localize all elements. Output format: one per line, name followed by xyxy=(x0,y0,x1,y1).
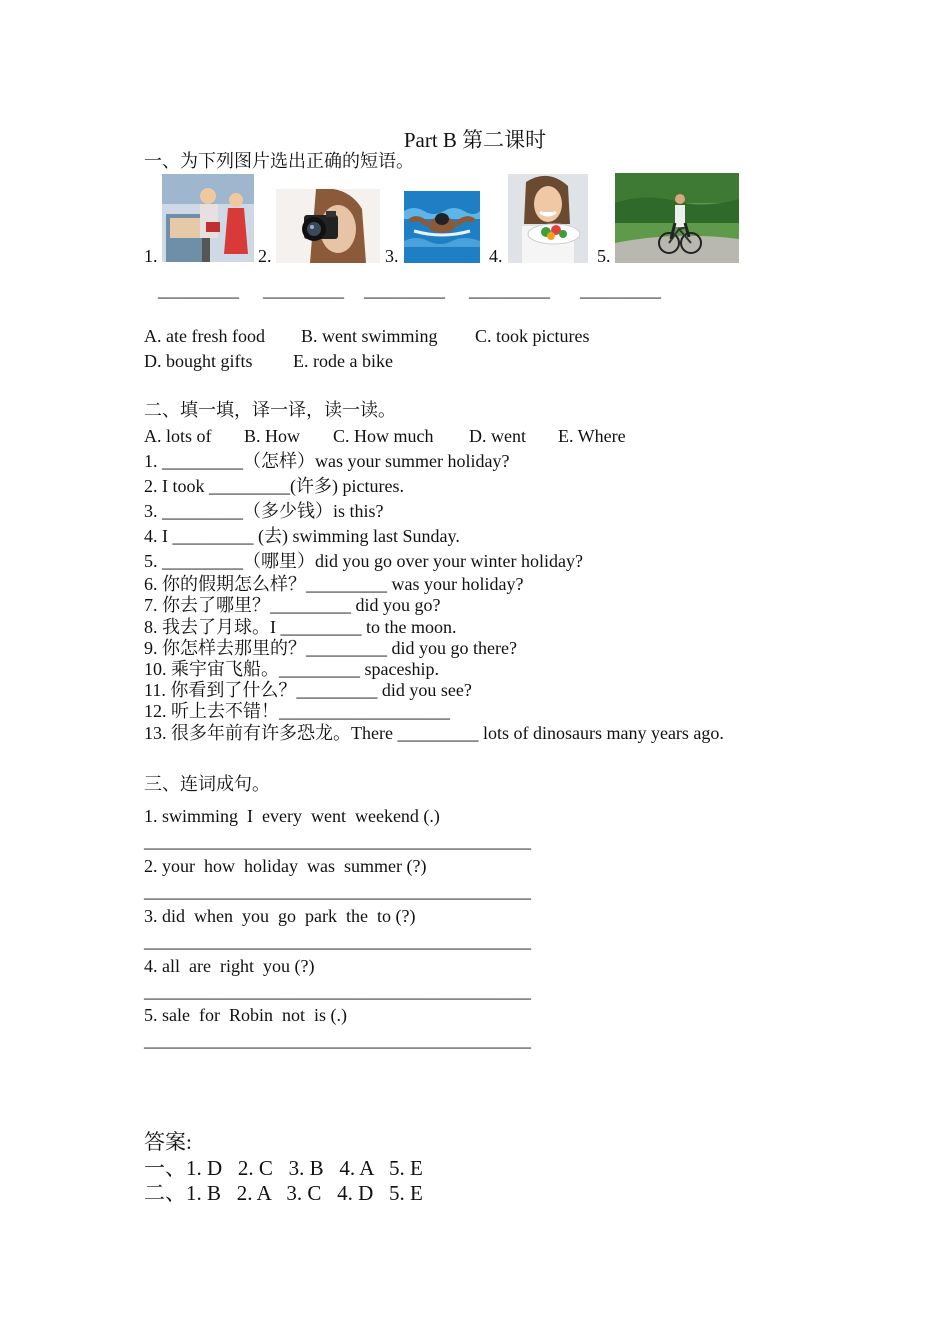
image-number-1: 1. xyxy=(144,246,158,266)
s3-item-2: 2. your how holiday was summer (?) xyxy=(144,856,427,876)
s2-item-12: 12. 听上去不错！___________________ xyxy=(144,701,450,721)
s3-answer-line-4[interactable]: ___________________________________________ xyxy=(144,981,531,1001)
option-b: B. went swimming xyxy=(301,326,438,346)
s2-option-d: D. went xyxy=(469,426,526,446)
food-image xyxy=(508,174,588,263)
s2-item-7: 7. 你去了哪里？_________ did you go? xyxy=(144,595,441,615)
s2-item-13: 13. 很多年前有许多恐龙。There _________ lots of dinosaurs many years ago. xyxy=(144,723,724,743)
section1-options-row2 xyxy=(144,350,393,372)
s2-item-4: 4. I _________ (去) swimming last Sunday. xyxy=(144,526,460,546)
image-number-2: 2. xyxy=(258,246,272,266)
s3-item-1: 1. swimming I every went weekend (.) xyxy=(144,806,440,826)
section1-heading: 一、为下列图片选出正确的短语。 xyxy=(144,151,414,171)
answer-blank-2[interactable]: _________ xyxy=(263,280,344,300)
image-number-5: 5. xyxy=(597,246,611,266)
s3-item-4: 4. all are right you (?) xyxy=(144,956,315,976)
s2-item-10: 10. 乘宇宙飞船。_________ spaceship. xyxy=(144,659,439,679)
section2-heading: 二、填一填，译一译，读一读。 xyxy=(144,400,396,420)
s2-option-e: E. Where xyxy=(558,426,626,446)
answers-line-1: 一、1. D 2. C 3. B 4. A 5. E xyxy=(144,1156,423,1180)
s2-item-5: 5. _________（哪里）did you go over your winter holiday? xyxy=(144,551,583,571)
s2-option-a: A. lots of xyxy=(144,426,212,446)
section2-options xyxy=(144,425,626,447)
section1-options-row1 xyxy=(144,325,590,347)
option-e: E. rode a bike xyxy=(293,351,393,371)
s3-item-5: 5. sale for Robin not is (.) xyxy=(144,1005,347,1025)
bike-image xyxy=(615,173,739,263)
image-number-3: 3. xyxy=(385,246,399,266)
s2-item-1: 1. _________（怎样）was your summer holiday? xyxy=(144,451,510,471)
s3-answer-line-2[interactable]: ___________________________________________ xyxy=(144,881,531,901)
answers-line-2: 二、1. B 2. A 3. C 4. D 5. E xyxy=(144,1181,423,1205)
s3-answer-line-1[interactable]: ___________________________________________ xyxy=(144,831,531,851)
s2-item-6: 6. 你的假期怎么样？_________ was your holiday? xyxy=(144,574,524,594)
answer-blank-4[interactable]: _________ xyxy=(469,280,550,300)
answers-heading: 答案: xyxy=(144,1130,192,1154)
answer-blank-5[interactable]: _________ xyxy=(580,280,661,300)
page-title: Part B 第二课时 xyxy=(403,128,547,152)
s2-option-b: B. How xyxy=(244,426,301,446)
s3-answer-line-3[interactable]: ___________________________________________ xyxy=(144,931,531,951)
section3-heading: 三、连词成句。 xyxy=(144,774,270,794)
answer-blank-3[interactable]: _________ xyxy=(364,280,445,300)
s2-item-9: 9. 你怎样去那里的？_________ did you go there? xyxy=(144,638,517,658)
answer-blank-1[interactable]: _________ xyxy=(158,280,239,300)
s2-item-8: 8. 我去了月球。I _________ to the moon. xyxy=(144,617,457,637)
s2-item-2: 2. I took _________(许多) pictures. xyxy=(144,476,404,496)
camera-image xyxy=(276,189,380,263)
gift-shop-image xyxy=(162,174,254,262)
s2-item-11: 11. 你看到了什么？_________ did you see? xyxy=(144,680,472,700)
image-number-4: 4. xyxy=(489,246,503,266)
option-c: C. took pictures xyxy=(475,326,590,346)
s2-option-c: C. How much xyxy=(333,426,434,446)
s3-item-3: 3. did when you go park the to (?) xyxy=(144,906,416,926)
s2-item-3: 3. _________（多少钱）is this? xyxy=(144,501,384,521)
option-d: D. bought gifts xyxy=(144,351,253,371)
option-a: A. ate fresh food xyxy=(144,326,265,346)
s3-answer-line-5[interactable]: ___________________________________________ xyxy=(144,1030,531,1050)
swimming-image xyxy=(404,191,480,263)
